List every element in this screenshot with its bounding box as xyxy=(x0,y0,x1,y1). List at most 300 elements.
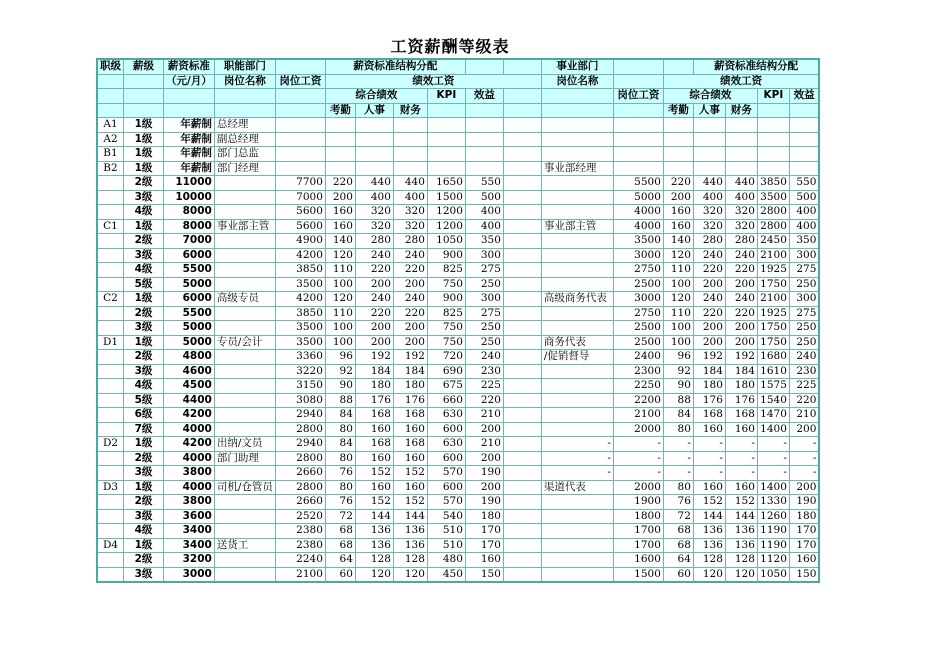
table-cell: 1400 xyxy=(757,422,789,437)
table-cell: 120 xyxy=(393,567,427,582)
table-cell xyxy=(393,161,427,176)
header-cell xyxy=(757,103,789,118)
table-cell: 5000 xyxy=(613,190,663,205)
table-cell xyxy=(393,118,427,133)
table-cell: - xyxy=(663,437,693,452)
table-cell: 事业部主管 xyxy=(214,219,275,234)
header-cell xyxy=(275,59,325,74)
table-cell: 年薪制 xyxy=(164,161,215,176)
table-cell: 5级 xyxy=(124,277,164,292)
table-cell xyxy=(97,567,124,582)
table-cell xyxy=(97,364,124,379)
table-cell xyxy=(325,161,355,176)
table-cell: 180 xyxy=(693,379,725,394)
table-cell: 300 xyxy=(465,292,503,307)
header-cell: 绩效工资 xyxy=(663,74,819,89)
header-cell: 岗位工资 xyxy=(275,74,325,89)
table-row xyxy=(97,509,819,524)
table-cell xyxy=(693,147,725,162)
table-cell xyxy=(97,524,124,539)
table-cell: 出纳/文员 xyxy=(214,437,275,452)
table-cell: 92 xyxy=(663,364,693,379)
table-cell: 140 xyxy=(325,234,355,249)
table-cell: 1750 xyxy=(757,277,789,292)
table-row xyxy=(97,437,819,452)
table-cell: 2000 xyxy=(613,422,663,437)
table-cell: 2级 xyxy=(124,495,164,510)
header-cell: KPI xyxy=(757,89,789,104)
table-cell: 1500 xyxy=(613,567,663,582)
table-cell xyxy=(97,190,124,205)
table-cell: 140 xyxy=(663,234,693,249)
table-cell xyxy=(725,147,757,162)
table-row xyxy=(97,248,819,263)
table-cell xyxy=(97,451,124,466)
table-cell: - xyxy=(613,451,663,466)
table-cell: 1750 xyxy=(757,335,789,350)
table-cell xyxy=(541,205,613,220)
table-cell: 80 xyxy=(325,480,355,495)
table-cell: 92 xyxy=(325,364,355,379)
table-cell: 168 xyxy=(725,408,757,423)
table-cell: 200 xyxy=(693,335,725,350)
table-cell: 320 xyxy=(355,205,393,220)
table-cell: 76 xyxy=(325,466,355,481)
table-cell: 2450 xyxy=(757,234,789,249)
table-cell: A1 xyxy=(97,118,124,133)
table-cell: D1 xyxy=(97,335,124,350)
table-row xyxy=(97,161,819,176)
table-cell: 2800 xyxy=(275,422,325,437)
table-cell: 76 xyxy=(663,495,693,510)
table-cell: 2800 xyxy=(275,451,325,466)
table-cell xyxy=(325,147,355,162)
table-cell: 1925 xyxy=(757,263,789,278)
table-cell: 3级 xyxy=(124,190,164,205)
table-cell: 128 xyxy=(725,553,757,568)
table-cell: 160 xyxy=(663,205,693,220)
table-cell: 4200 xyxy=(275,248,325,263)
table-cell: 510 xyxy=(427,524,465,539)
table-cell xyxy=(613,118,663,133)
table-cell: 高级专员 xyxy=(214,292,275,307)
table-cell: 630 xyxy=(427,437,465,452)
table-cell: 72 xyxy=(325,509,355,524)
table-cell: 68 xyxy=(663,524,693,539)
table-cell: 4级 xyxy=(124,379,164,394)
table-cell: 152 xyxy=(355,466,393,481)
table-cell: 220 xyxy=(393,263,427,278)
table-cell: 900 xyxy=(427,248,465,263)
table-cell: 2级 xyxy=(124,451,164,466)
table-cell xyxy=(541,538,613,553)
table-cell xyxy=(503,335,541,350)
table-cell xyxy=(97,350,124,365)
table-row xyxy=(97,306,819,321)
table-cell xyxy=(393,132,427,147)
header-cell: 事业部门 xyxy=(541,59,613,74)
table-cell: 180 xyxy=(789,509,819,524)
table-cell: 170 xyxy=(789,538,819,553)
table-cell: 3150 xyxy=(275,379,325,394)
table-cell: 210 xyxy=(465,408,503,423)
table-cell xyxy=(541,321,613,336)
table-cell: 128 xyxy=(355,553,393,568)
header-cell: （元/月） xyxy=(164,74,215,89)
table-cell: 190 xyxy=(465,495,503,510)
table-row xyxy=(97,524,819,539)
table-cell xyxy=(325,118,355,133)
table-cell: 150 xyxy=(789,567,819,582)
table-cell: 110 xyxy=(663,263,693,278)
table-cell: 1级 xyxy=(124,335,164,350)
table-cell: 1级 xyxy=(124,132,164,147)
table-cell: 1600 xyxy=(613,553,663,568)
table-cell: 5000 xyxy=(164,277,215,292)
table-cell: 192 xyxy=(693,350,725,365)
table-cell: 160 xyxy=(393,422,427,437)
table-cell: 68 xyxy=(325,538,355,553)
table-cell: 200 xyxy=(693,321,725,336)
table-cell: 2级 xyxy=(124,306,164,321)
table-cell xyxy=(214,393,275,408)
table-cell: 300 xyxy=(789,248,819,263)
table-cell xyxy=(275,161,325,176)
table-cell: 3500 xyxy=(275,277,325,292)
table-cell: 84 xyxy=(325,408,355,423)
table-cell: 170 xyxy=(789,524,819,539)
table-cell: 2750 xyxy=(613,306,663,321)
table-cell: 76 xyxy=(325,495,355,510)
table-cell: 部门助理 xyxy=(214,451,275,466)
table-cell xyxy=(757,132,789,147)
table-row xyxy=(97,567,819,582)
table-cell: 5600 xyxy=(275,219,325,234)
table-cell xyxy=(663,118,693,133)
table-cell: 136 xyxy=(355,524,393,539)
table-cell: 136 xyxy=(693,538,725,553)
header-cell: 薪资标准结构分配 xyxy=(693,59,819,74)
table-cell: 3080 xyxy=(275,393,325,408)
table-cell: 1700 xyxy=(613,538,663,553)
table-cell: 2100 xyxy=(757,292,789,307)
table-cell: 84 xyxy=(663,408,693,423)
table-cell: 2380 xyxy=(275,524,325,539)
table-cell: 400 xyxy=(465,205,503,220)
table-cell: 3800 xyxy=(164,466,215,481)
table-cell: 3500 xyxy=(757,190,789,205)
table-cell: 200 xyxy=(725,277,757,292)
table-cell xyxy=(97,205,124,220)
table-cell: 4600 xyxy=(164,364,215,379)
header-cell xyxy=(613,103,663,118)
table-cell xyxy=(541,147,613,162)
table-cell: 600 xyxy=(427,480,465,495)
table-cell xyxy=(427,147,465,162)
table-cell: 176 xyxy=(693,393,725,408)
table-cell xyxy=(503,509,541,524)
table-cell xyxy=(214,495,275,510)
table-cell: 1400 xyxy=(757,480,789,495)
header-cell xyxy=(275,89,325,104)
table-cell: 2100 xyxy=(275,567,325,582)
table-cell xyxy=(97,263,124,278)
table-cell: D3 xyxy=(97,480,124,495)
table-row xyxy=(97,118,819,133)
header-cell xyxy=(613,59,663,74)
table-cell xyxy=(757,147,789,162)
table-row xyxy=(97,451,819,466)
table-cell: 80 xyxy=(325,451,355,466)
table-cell: 110 xyxy=(325,263,355,278)
table-row xyxy=(97,538,819,553)
table-cell: - xyxy=(693,451,725,466)
table-cell xyxy=(693,118,725,133)
table-cell xyxy=(427,132,465,147)
table-cell: 570 xyxy=(427,466,465,481)
header-cell xyxy=(503,103,541,118)
table-cell xyxy=(541,408,613,423)
header-cell xyxy=(97,103,124,118)
table-cell: 64 xyxy=(325,553,355,568)
table-cell: 1190 xyxy=(757,538,789,553)
table-cell: 80 xyxy=(325,422,355,437)
table-cell: 部门经理 xyxy=(214,161,275,176)
table-cell: 168 xyxy=(393,408,427,423)
header-row-2 xyxy=(97,74,819,89)
table-cell: 275 xyxy=(789,263,819,278)
table-cell xyxy=(393,147,427,162)
table-cell: 280 xyxy=(393,234,427,249)
table-cell xyxy=(663,147,693,162)
table-cell: 160 xyxy=(789,553,819,568)
table-cell: 2240 xyxy=(275,553,325,568)
table-cell xyxy=(214,350,275,365)
table-cell: 450 xyxy=(427,567,465,582)
table-cell: 280 xyxy=(693,234,725,249)
table-cell xyxy=(541,495,613,510)
table-cell: 440 xyxy=(725,176,757,191)
table-row xyxy=(97,190,819,205)
table-cell: 400 xyxy=(725,190,757,205)
table-cell: A2 xyxy=(97,132,124,147)
table-cell: 1650 xyxy=(427,176,465,191)
table-cell: 3200 xyxy=(164,553,215,568)
table-cell: - xyxy=(541,437,613,452)
table-cell: 160 xyxy=(693,422,725,437)
table-cell xyxy=(541,553,613,568)
table-cell: B2 xyxy=(97,161,124,176)
table-cell: 1540 xyxy=(757,393,789,408)
table-cell xyxy=(97,408,124,423)
table-cell: 1级 xyxy=(124,219,164,234)
table-cell: 176 xyxy=(725,393,757,408)
table-cell: 3级 xyxy=(124,364,164,379)
table-cell: 2380 xyxy=(275,538,325,553)
table-cell xyxy=(214,205,275,220)
table-cell: 1800 xyxy=(613,509,663,524)
table-cell: 220 xyxy=(725,263,757,278)
table-row xyxy=(97,553,819,568)
table-cell: 180 xyxy=(393,379,427,394)
table-cell xyxy=(325,132,355,147)
table-cell: 2800 xyxy=(757,205,789,220)
table-cell: 120 xyxy=(725,567,757,582)
table-cell xyxy=(725,118,757,133)
table-cell: 3360 xyxy=(275,350,325,365)
table-cell: 250 xyxy=(789,277,819,292)
table-cell: 350 xyxy=(465,234,503,249)
table-cell: 240 xyxy=(355,248,393,263)
table-cell xyxy=(214,422,275,437)
table-cell: 68 xyxy=(325,524,355,539)
table-cell: 510 xyxy=(427,538,465,553)
table-cell xyxy=(97,495,124,510)
table-cell: 180 xyxy=(355,379,393,394)
header-cell xyxy=(124,103,164,118)
table-cell xyxy=(214,509,275,524)
table-row xyxy=(97,335,819,350)
table-cell: 120 xyxy=(325,248,355,263)
table-cell: 年薪制 xyxy=(164,147,215,162)
table-cell: 5500 xyxy=(164,263,215,278)
table-cell: 200 xyxy=(465,422,503,437)
table-cell: 200 xyxy=(663,190,693,205)
table-row xyxy=(97,219,819,234)
table-cell: 200 xyxy=(393,335,427,350)
header-cell: 职级 xyxy=(97,59,124,74)
table-cell: 220 xyxy=(693,263,725,278)
table-cell: 96 xyxy=(663,350,693,365)
table-cell: 176 xyxy=(355,393,393,408)
table-cell xyxy=(541,176,613,191)
table-cell xyxy=(789,147,819,162)
table-cell: 3级 xyxy=(124,321,164,336)
table-cell: 4500 xyxy=(164,379,215,394)
table-cell: 660 xyxy=(427,393,465,408)
table-cell: 160 xyxy=(693,480,725,495)
table-cell xyxy=(541,524,613,539)
table-cell: 540 xyxy=(427,509,465,524)
table-cell: 825 xyxy=(427,263,465,278)
table-cell: 3000 xyxy=(164,567,215,582)
table-cell: 440 xyxy=(693,176,725,191)
table-cell: 320 xyxy=(393,219,427,234)
table-cell xyxy=(541,364,613,379)
table-cell: 1500 xyxy=(427,190,465,205)
table-cell: 3000 xyxy=(613,292,663,307)
table-cell: 200 xyxy=(465,480,503,495)
table-cell: 100 xyxy=(663,335,693,350)
table-cell: 2200 xyxy=(613,393,663,408)
table-cell: 2级 xyxy=(124,176,164,191)
table-cell: 2750 xyxy=(613,263,663,278)
table-cell: 7000 xyxy=(164,234,215,249)
table-cell: 高级商务代表 xyxy=(541,292,613,307)
table-cell xyxy=(541,306,613,321)
header-cell xyxy=(275,103,325,118)
table-cell: 192 xyxy=(355,350,393,365)
table-cell: 320 xyxy=(725,219,757,234)
table-cell: 年薪制 xyxy=(164,118,215,133)
table-cell: 160 xyxy=(393,480,427,495)
table-cell xyxy=(613,132,663,147)
header-cell xyxy=(663,59,693,74)
header-cell: KPI xyxy=(427,89,465,104)
table-cell: 225 xyxy=(789,379,819,394)
table-cell: - xyxy=(663,451,693,466)
table-cell: 副总经理 xyxy=(214,132,275,147)
table-cell: 136 xyxy=(393,538,427,553)
table-cell xyxy=(97,553,124,568)
table-cell: 3600 xyxy=(164,509,215,524)
table-cell: 240 xyxy=(725,248,757,263)
table-cell: 司机/仓管员 xyxy=(214,480,275,495)
table-cell: - xyxy=(613,466,663,481)
table-cell: 250 xyxy=(789,335,819,350)
table-cell: 900 xyxy=(427,292,465,307)
table-cell: 152 xyxy=(393,466,427,481)
table-cell xyxy=(503,350,541,365)
table-cell xyxy=(503,466,541,481)
table-cell xyxy=(97,321,124,336)
table-cell: 4900 xyxy=(275,234,325,249)
table-cell xyxy=(541,393,613,408)
table-cell: 2940 xyxy=(275,437,325,452)
table-cell: D4 xyxy=(97,538,124,553)
table-cell xyxy=(503,437,541,452)
table-cell: 年薪制 xyxy=(164,132,215,147)
table-row xyxy=(97,364,819,379)
header-cell: 岗位工资 xyxy=(613,89,663,104)
table-cell: 200 xyxy=(355,335,393,350)
table-cell xyxy=(541,422,613,437)
table-cell xyxy=(97,379,124,394)
table-cell: 2500 xyxy=(613,335,663,350)
sheet-title: 工资薪酬等级表 xyxy=(390,37,510,56)
table-row xyxy=(97,147,819,162)
salary-grade-table xyxy=(96,58,820,583)
header-cell: 综合绩效 xyxy=(325,89,427,104)
table-cell: 1120 xyxy=(757,553,789,568)
table-cell: 150 xyxy=(465,567,503,582)
table-cell: 630 xyxy=(427,408,465,423)
table-cell: 1470 xyxy=(757,408,789,423)
table-cell: 1050 xyxy=(757,567,789,582)
table-cell: 事业部主管 xyxy=(541,219,613,234)
table-cell: 2520 xyxy=(275,509,325,524)
table-cell: 168 xyxy=(355,408,393,423)
table-cell: 4200 xyxy=(275,292,325,307)
table-cell: 144 xyxy=(355,509,393,524)
table-cell: 675 xyxy=(427,379,465,394)
table-cell xyxy=(789,132,819,147)
table-cell: 550 xyxy=(789,176,819,191)
table-cell: 2660 xyxy=(275,466,325,481)
table-cell: 200 xyxy=(393,277,427,292)
table-cell: 240 xyxy=(789,350,819,365)
table-cell: 1925 xyxy=(757,306,789,321)
table-cell: 170 xyxy=(465,538,503,553)
table-cell: 2000 xyxy=(613,480,663,495)
table-cell: 136 xyxy=(693,524,725,539)
table-cell xyxy=(789,118,819,133)
table-row xyxy=(97,234,819,249)
table-cell: 2940 xyxy=(275,408,325,423)
table-cell: 275 xyxy=(789,306,819,321)
table-body xyxy=(97,118,819,583)
header-cell: 效益 xyxy=(465,89,503,104)
